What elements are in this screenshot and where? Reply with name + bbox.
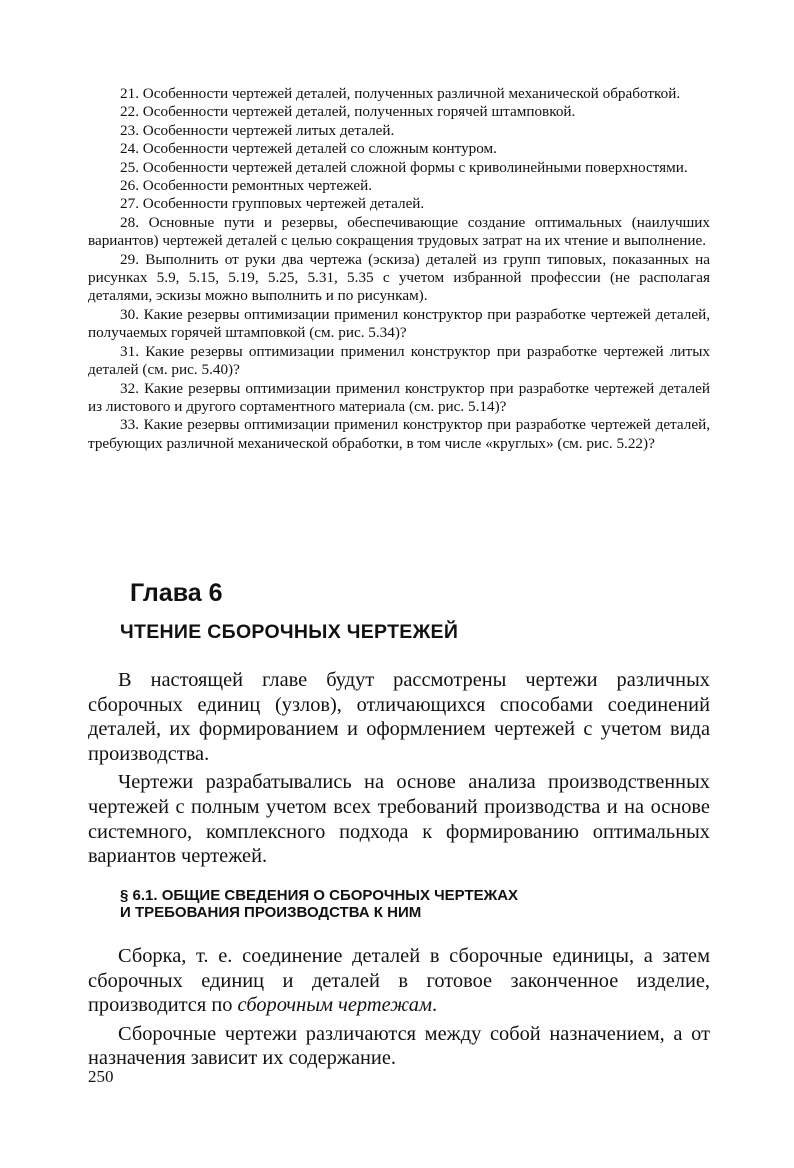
question-24: 24. Особенности чертежей деталей со сложным контуром. [120,140,497,158]
question-27: 27. Особенности групповых чертежей деталей. [120,195,425,213]
section-heading [120,887,518,921]
page-number: 250 [88,1067,114,1086]
question-30: 30. Какие резервы оптимизации применил конструктор при разработке чертежей деталей, получаемых горячей штамповкой (см. рис. 5.34)? [88,305,710,342]
chapter-title: ЧТЕНИЕ СБОРОЧНЫХ ЧЕРТЕЖЕЙ [120,621,459,643]
body-paragraph: Сборочные чертежи различаются между собой назначением, а от назначения зависит их содержание. [88,1022,710,1070]
body-text: Сборка, т. е. соединение деталей в сборочные единицы, а затем сборочных единиц и деталей в готовое законченное изделие, производится по [88,945,710,1017]
chapter-number: Глава 6 [130,579,223,607]
review-questions-list [88,85,710,453]
question-29: 29. Выполнить от руки два чертежа (эскиза) деталей из групп типовых, показанных на рисунках 5.9, 5.15, 5.19, 5.25, 5.31, 5.35 с учетом избранной профессии (не располагая деталями, эскизы можно выполнить и по рисункам). [88,250,710,305]
section-heading-line: И ТРЕБОВАНИЯ ПРОИЗВОДСТВА К НИМ [120,904,422,921]
chapter-intro [88,668,710,873]
section-heading-line: § 6.1. ОБЩИЕ СВЕДЕНИЯ О СБОРОЧНЫХ ЧЕРТЕЖАХ [120,887,519,904]
question-28: 28. Основные пути и резервы, обеспечивающие создание оптимальных (наилучших вариантов) чертежей деталей с целью сокращения трудовых затрат на их чтение и выполнение. [88,213,710,250]
intro-paragraph: Чертежи разрабатывались на основе анализа производственных чертежей с полным учетом всех требований производства и на основе системного, комплексного подхода к формированию оптимальных вариантов чертежей. [88,771,710,868]
question-26: 26. Особенности ремонтных чертежей. [120,177,373,195]
question-21: 21. Особенности чертежей деталей, полученных различной механической обработкой. [120,85,681,102]
section-body [88,944,710,1075]
body-text-end: . [432,994,438,1017]
question-32: 32. Какие резервы оптимизации применил конструктор при разработке чертежей деталей из листового и другого сортаментного материала (см. рис. 5.14)? [88,379,710,415]
emphasis-term: сборочным чертежам [237,994,433,1017]
intro-paragraph: В настоящей главе будут рассмотрены чертежи различных сборочных единиц (узлов), отличающихся способами соединений деталей, их формированием и оформлением чертежей с учетом вида производства. [88,669,710,765]
question-22: 22. Особенности чертежей деталей, полученных горячей штамповкой. [120,103,576,121]
question-33: 33. Какие резервы оптимизации применил конструктор при разработке чертежей деталей, требующих различной механической обработки, в том числе «круглых» (см. рис. 5.22)? [88,416,710,452]
question-31: 31. Какие резервы оптимизации применил конструктор при разработке чертежей литых деталей (см. рис. 5.40)? [88,342,710,379]
body-paragraph [88,944,710,1018]
question-23: 23. Особенности чертежей литых деталей. [120,121,395,139]
question-25: 25. Особенности чертежей деталей сложной формы с криволинейными поверхностями. [120,158,688,176]
